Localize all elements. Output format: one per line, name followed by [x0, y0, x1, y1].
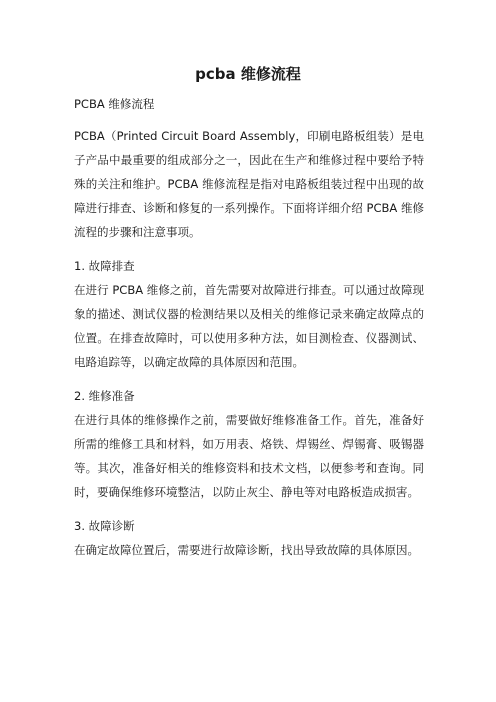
section-heading: 2. 维修准备 [74, 389, 135, 403]
section-paragraph: 在确定故障位置后，需要进行故障诊断，找出导致故障的具体原因。 [74, 543, 419, 557]
section-paragraph: 在进行 PCBA 维修之前，首先需要对故障进行排查。可以通过故障现象的描述、测试仪器的检测结果以及相关的维修记录来确定故障点的位置。在排查故障时，可以使用多种方法，如目测检查、仪器测试、电路追踪等，以确定故障的具体原因和范围。 [74, 283, 424, 369]
document-subtitle: PCBA 维修流程 [74, 97, 155, 111]
section-paragraph: 在进行具体的维修操作之前，需要做好维修准备工作。首先，准备好所需的维修工具和材料，如万用表、烙铁、焊锡丝、焊锡膏、吸锡器等。其次，准备好相关的维修资料和技术文档，以便参考和查询。同时，要确保维修环境整洁，以防止灰尘、静电等对电路板造成损害。 [74, 413, 424, 499]
document-title: pcba 维修流程 [195, 65, 301, 83]
section-heading: 1. 故障排查 [74, 259, 135, 273]
section-heading: 3. 故障诊断 [74, 519, 135, 533]
intro-paragraph: PCBA（Printed Circuit Board Assembly，印刷电路板组装）是电子产品中最重要的组成部分之一，因此在生产和维修过程中要给予特殊的关注和维护。PCBA 维修流程是指对电路板组装过程中出现的故障进行排查、诊断和修复的一系列操作。下面将详细介绍 PCBA 维修流程的步骤和注意事项。 [74, 129, 424, 239]
document-body [74, 92, 424, 572]
